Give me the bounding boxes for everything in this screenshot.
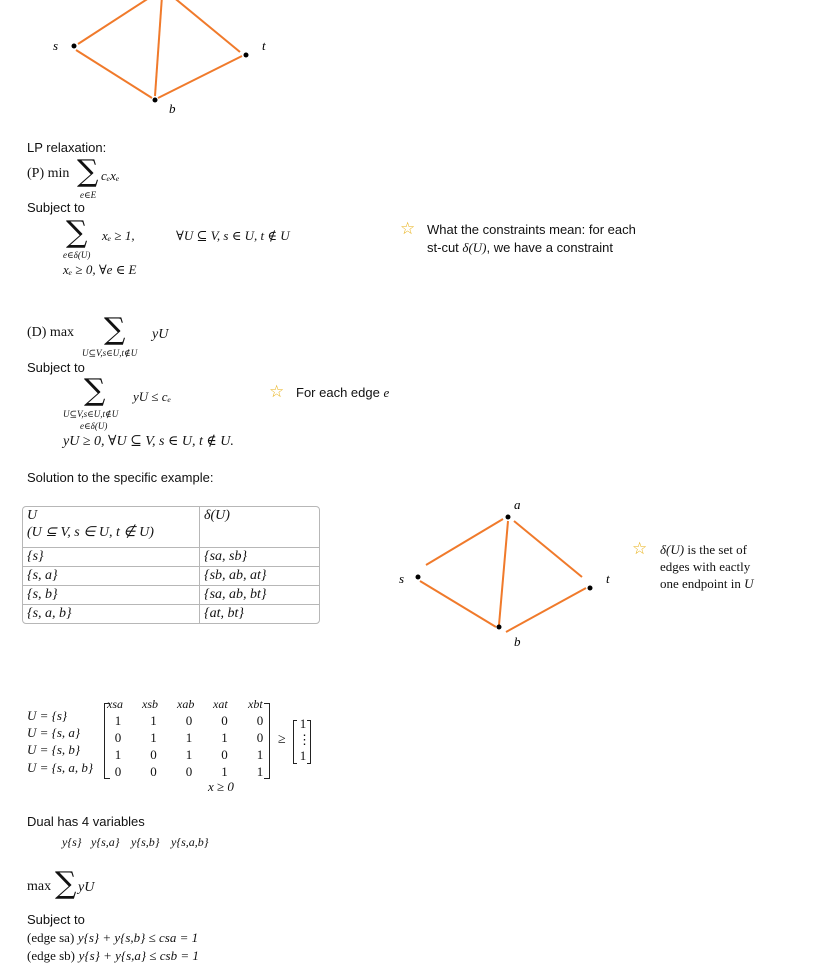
matrix-col-header: xat [213, 697, 228, 711]
primal-note-line1: What the constraints mean: for each [427, 222, 636, 237]
matrix-cell: 1 [256, 764, 264, 779]
table-header-u [23, 507, 200, 548]
matrix-cell: 1 [221, 730, 228, 745]
rhs-value: ⋮ [298, 732, 311, 747]
edge-a-t [514, 521, 582, 577]
dual2-constraint-1-label: (edge sa) [27, 930, 75, 945]
matrix-geq: ≥ [278, 732, 286, 747]
dual2-constraint-1 [27, 930, 198, 946]
node-label-s: s [399, 571, 405, 586]
example-note-line3 [660, 576, 754, 592]
matrix-cell: 1 [256, 747, 264, 762]
matrix-row-label: U = {s, a, b} [27, 760, 94, 775]
table-cell-delta: {sb, ab, at} [200, 567, 319, 586]
table-cell-u: {s, a} [23, 567, 200, 586]
top-graph [0, 0, 300, 120]
node-label-s: s [53, 38, 59, 53]
matrix-row-label: U = {s, a} [27, 725, 81, 740]
table-header-row [23, 507, 319, 548]
example-graph [390, 495, 630, 655]
edge-b-t [506, 588, 586, 632]
node-label-b: b [169, 101, 176, 116]
dual2-objective-prefix: max [27, 879, 52, 894]
matrix-col-header: xab [177, 697, 195, 711]
primal-note-line2-math: δ(U) [462, 240, 487, 255]
node-a [506, 515, 511, 520]
example-note-line3-math: U [744, 576, 754, 591]
edge-a-t [172, 0, 240, 52]
primal-constraint-body: xₑ ≥ 1, [102, 228, 135, 243]
dual2-constraint-2 [27, 948, 199, 964]
primal-objective-term: cₑxₑ [101, 168, 120, 183]
node-label-t: t [606, 571, 610, 586]
primal-constraint-range: ∀U ⊆ V, s ∈ U, t ∉ U [176, 228, 290, 243]
node-label-b: b [514, 634, 521, 649]
table-cell-delta: {sa, sb} [200, 548, 319, 567]
primal-heading: LP relaxation: [27, 140, 107, 155]
table-cell-u: {s} [23, 548, 200, 567]
edge-s-a [78, 0, 152, 44]
primal-note-line2-b: , we have a constraint [486, 240, 613, 255]
star-icon: ☆ [400, 219, 416, 238]
table-row [23, 567, 319, 586]
matrix-cell: 1 [114, 713, 122, 728]
dual-var: y{s,a} [91, 835, 120, 849]
primal-note-line2 [427, 240, 613, 256]
star-icon: ☆ [269, 382, 285, 401]
primal-sum-index: e∈E [80, 190, 97, 200]
dual-note-text: For each edge [296, 385, 380, 400]
example-note-line2: edges with eactly [660, 559, 751, 574]
edge-s-b [420, 581, 496, 627]
table-row [23, 586, 319, 605]
edge-a-b [499, 521, 508, 625]
dual2-constraint-2-label: (edge sb) [27, 948, 76, 963]
star-icon: ☆ [632, 539, 648, 558]
table-row [23, 605, 319, 623]
example-note-line1 [660, 542, 747, 558]
primal-constraint-sigma: ∑ [66, 215, 88, 250]
matrix-col-header: xbt [248, 697, 263, 711]
dual-objective-prefix: (D) max [27, 325, 75, 340]
primal-note-line2-a: st-cut [427, 240, 459, 255]
table-row [23, 548, 319, 567]
dual2-constraint-1-body: y{s} + y{s,b} ≤ csa = 1 [77, 930, 199, 945]
node-label-t: t [262, 38, 266, 53]
node-b [497, 625, 502, 630]
dual2-constraint-2-body: y{s} + y{s,a} ≤ csb = 1 [78, 948, 199, 963]
primal-constraint-index: e∈δ(U) [63, 250, 91, 260]
dual-constraint-sigma: ∑ [84, 373, 106, 408]
dual-constraint-body: yU ≤ cₑ [133, 389, 171, 404]
primal-subject-to: Subject to [27, 200, 85, 215]
rhs-left-bracket [293, 720, 297, 764]
matrix-cell: 0 [185, 764, 193, 779]
edge-a-b [155, 0, 162, 96]
example-heading: Solution to the specific example: [27, 470, 214, 485]
node-label-a: a [514, 497, 521, 512]
edge-s-a [426, 519, 503, 565]
node-s [416, 575, 421, 580]
example-note-line1-text: is the set of [687, 542, 747, 557]
matrix-col-header: xsb [142, 697, 158, 711]
example-note-line1-math: δ(U) [660, 542, 685, 557]
matrix-cell: 1 [114, 747, 122, 762]
dual-note-math: e [383, 385, 390, 400]
dual-sigma: ∑ [104, 312, 126, 347]
matrix-col-header: xsa [107, 697, 123, 711]
table-header-delta: δ(U) [200, 507, 319, 548]
dual-note [296, 385, 389, 401]
dual-objective-term: yU [152, 327, 169, 342]
matrix-cell: 1 [185, 747, 193, 762]
table-cell-u: {s, b} [23, 586, 200, 605]
node-t [588, 586, 593, 591]
matrix-cell: 1 [150, 713, 157, 728]
matrix-cell: 0 [150, 764, 157, 779]
matrix-body [108, 713, 266, 777]
dual2-subject-to: Subject to [27, 912, 85, 927]
node-b [153, 98, 158, 103]
dual-var: y{s,a,b} [171, 835, 209, 849]
matrix-cell: 0 [150, 747, 157, 762]
dual-subject-to: Subject to [27, 360, 85, 375]
matrix-nonneg: x ≥ 0 [208, 779, 234, 794]
matrix-cell: 0 [221, 747, 228, 762]
rhs-value: 1 [299, 748, 307, 763]
dual-var: y{s} [62, 835, 82, 849]
node-s [72, 44, 77, 49]
edge-b-t [158, 56, 242, 98]
cut-table [22, 506, 320, 624]
matrix-cell: 1 [150, 730, 157, 745]
matrix-cell: 0 [114, 730, 122, 745]
primal-nonneg: xₑ ≥ 0, ∀e ∈ E [63, 262, 137, 277]
matrix-cell: 1 [221, 764, 228, 779]
table-header-u-2: (U ⊆ V, s ∈ U, t ∉ U) [27, 525, 154, 540]
table-cell-delta: {at, bt} [204, 606, 244, 621]
dual-vars-heading: Dual has 4 variables [27, 814, 145, 829]
dual-constraint-index-1: U⊆V,s∈U,t∉U [63, 409, 119, 419]
matrix-cell: 0 [256, 713, 264, 728]
matrix-cell: 0 [114, 764, 122, 779]
matrix-row-label: U = {s, b} [27, 742, 81, 757]
matrix-cell: 0 [185, 713, 193, 728]
rhs-value: 1 [299, 716, 307, 731]
dual2-objective-term: yU [78, 880, 95, 895]
matrix-cell: 0 [221, 713, 228, 728]
dual-nonneg: yU ≥ 0, ∀U ⊆ V, s ∈ U, t ∉ U. [63, 434, 234, 449]
matrix-row-label: U = {s} [27, 708, 68, 723]
primal-objective-prefix: (P) min [27, 166, 70, 181]
table-cell-delta: {sa, ab, bt} [200, 586, 319, 605]
matrix-cell: 1 [185, 730, 193, 745]
table-cell-u: {s, a, b} [23, 605, 200, 623]
edge-s-b [76, 50, 152, 98]
primal-sigma: ∑ [77, 154, 99, 189]
example-note-line3-text: one endpoint in [660, 576, 741, 591]
dual-var: y{s,b} [131, 835, 160, 849]
table-header-u-1: U [27, 508, 38, 523]
dual-constraint-index-2: e∈δ(U) [80, 421, 108, 431]
node-t [244, 53, 249, 58]
dual-objective-index: U⊆V,s∈U,t∉U [82, 348, 138, 358]
dual2-sigma: ∑ [55, 866, 77, 901]
matrix-cell: 0 [256, 730, 264, 745]
